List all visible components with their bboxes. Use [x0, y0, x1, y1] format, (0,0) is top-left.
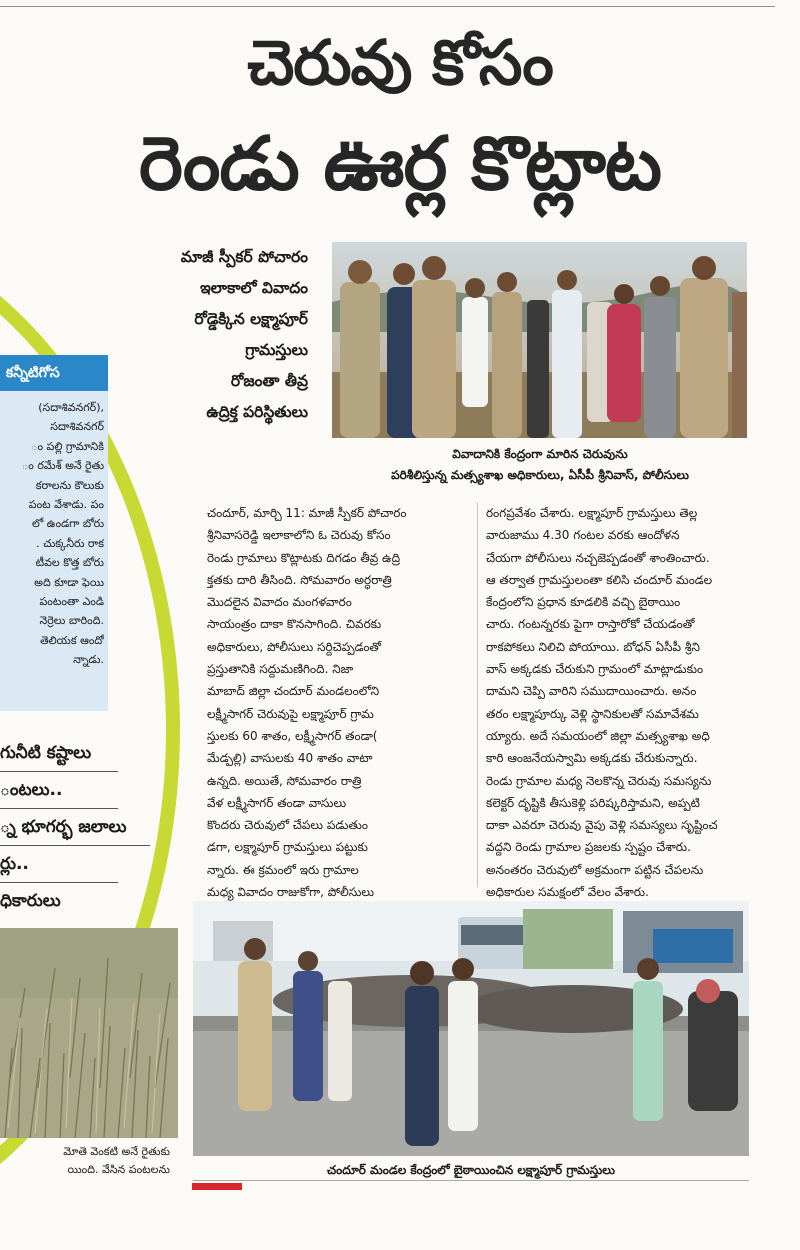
sidebar-line: కరాలను కౌలుకు	[35, 478, 104, 492]
article-line: మేడ్పల్లి) వాసులకు 40 శాతం వాటా	[207, 751, 373, 766]
article-line: డగా, లక్ష్మాపూర్ గ్రామస్తులు పట్టుకు	[207, 840, 368, 855]
left-subheads	[0, 735, 160, 919]
red-page-marker	[192, 1183, 242, 1190]
photo1-caption	[330, 444, 750, 486]
left-subhead: ్న భూగర్భ జలాలు	[0, 809, 150, 846]
sidebar-title: కన్నీటిగోస	[0, 355, 108, 391]
caption-rule	[193, 1180, 749, 1181]
article-line: చందూర్, మార్చి 11: మాజీ స్పీకర్ పోచారం	[207, 506, 407, 520]
article-line: మొదలైన వివాదం మంగళవారం	[207, 595, 352, 610]
left-caption-line: మోతె వెంకటి అనే రైతుకు	[63, 1145, 170, 1158]
sidebar-line: తెలియక ఆందో	[40, 633, 104, 647]
sidebar-line: న్నాడు.	[73, 653, 104, 667]
left-subhead: ధికారులు	[0, 891, 61, 911]
article-line: లక్ష్మీసాగర్ చెరువుపై లక్ష్మాపూర్ గ్రామ	[207, 706, 374, 721]
sidebar-line: . చుక్కనీరు రాక	[36, 536, 104, 550]
article-line: రెండు గ్రామాల మధ్య నెలకొన్న చెరువు సమస్యను	[486, 773, 712, 788]
officials-at-lake-photo	[332, 242, 747, 438]
photo1-caption-line: పరిశీలిస్తున్న మత్స్యశాఖ అధికారులు, ఏసీపీ శ్రీనివాస్, పోలీసులు	[391, 468, 689, 482]
article-column-2	[486, 502, 748, 903]
left-photo-caption	[0, 1143, 170, 1179]
deck-line: ఉద్రిక్త పరిస్థితులు	[206, 403, 308, 421]
article-line: రెండు గ్రామాలు కొట్లాటకు దిగడం తీవ్ర ఉద్రి	[207, 550, 401, 565]
article-line: ఉన్నది. అయితే, సోమవారం రాత్రి	[207, 773, 362, 788]
column-divider	[477, 502, 478, 887]
article-line: వారుజాము 4.30 గంటల వరకు ఆందోళన	[486, 528, 680, 543]
deck-line: రోజంతా తీవ్ర	[230, 372, 308, 390]
article-line: కారి ఆంజనేయస్వామి అక్కడకు చేరుకున్నారు.	[486, 751, 698, 766]
deck-line: రోడ్డెక్కిన లక్ష్మాపూర్	[194, 310, 308, 328]
article-line: రంగప్రవేశం చేశారు. లక్ష్మాపూర్ గ్రామస్తులు తెల్ల	[486, 506, 698, 520]
road-protest-photo	[193, 901, 749, 1156]
article-line: క్తతకు దారి తీసింది. సోమవారం అర్ధరాత్రి	[207, 572, 392, 587]
headline-line-2: రెండు ఊర్ల కొట్లాట	[138, 121, 662, 207]
article-line: దామని చెప్పి వారిని సముదాయించారు. అనం	[486, 684, 697, 699]
article-line: దాకా ఎవరూ చెరువు వైపు వెళ్లి సమస్యలు సృష్టించ	[486, 818, 718, 833]
sidebar-line: సదాశివనగర్	[50, 420, 104, 434]
article-line: అనంతరం చెరువులో అక్రమంగా పట్టిన చేపలను	[486, 862, 704, 877]
article-line: మాబాద్ జిల్లా చందూర్ మండలంలోని	[207, 684, 380, 699]
article-line: కొందరు చెరువులో చేపలు పడుతుం	[207, 818, 368, 833]
article-line: వేళ లక్ష్మీసాగర్ తండా వాసులు	[207, 795, 347, 810]
article-line: మధ్య వివాదం రాజుకోగా, పోలీసులు	[207, 885, 375, 900]
sidebar-line: లో ఉండగా బోరు	[31, 517, 104, 531]
article-line: రాకపోకలు నిలిచి పోయాయి. బోధన్ ఏసీపీ శ్రీని	[486, 639, 700, 654]
article-line: స్తులకు 60 శాతం, లక్ష్మీసాగర్ తండా(	[207, 728, 378, 743]
article-line: చేయగా పోలీసులు నచ్చజెప్పడంతో శాంతించారు.	[486, 550, 710, 565]
sidebar-line: ం పల్లి గ్రామానికి	[31, 439, 104, 453]
deck-line: మాజీ స్పీకర్ పోచారం	[180, 248, 308, 266]
article-line: వద్దని రెండు గ్రామాల ప్రజలకు స్పష్టం చేశారు.	[486, 840, 691, 855]
dry-field-photo	[0, 928, 178, 1138]
sidebar-line: అది కూడా ఫెయి	[34, 575, 104, 589]
article-line: చారు. గంటన్నరకు పైగా రాస్తారోకో చేయడంతో	[486, 617, 695, 632]
left-subhead: ంటలు..	[0, 772, 118, 809]
sidebar-line: పంట వేశాడు. పం	[28, 498, 104, 512]
sidebar-line: నెర్రెలు బారింది.	[39, 614, 104, 628]
article-line: య్యారు. అదే సమయంలో జిల్లా మత్స్యశాఖ అధి	[486, 728, 710, 743]
left-caption-line: యింది. వేసిన పంటలను	[67, 1163, 170, 1176]
deck-line: ఇలాకాలో వివాదం	[200, 279, 308, 297]
photo2-caption: చందూర్ మండల కేంద్రంలో బైఠాయించిన లక్ష్మాపూర్ గ్రామస్తులు	[327, 1163, 615, 1177]
sidebar-line: (సదాశివనగర్),	[38, 401, 104, 414]
article-line: సాయంత్రం దాకా కొనసాగింది. చివరకు	[207, 617, 382, 632]
article-line: శ్రీనివాసరెడ్డి ఇలాకాలోని ఓ చెరువు కోసం	[207, 528, 391, 543]
article-line: కలెక్టర్ దృష్టికి తీసుకెళ్లి పరిష్కరిస్తామని, అప్పటి	[486, 795, 700, 810]
article-line: ప్రస్తుతానికి సద్దుమణిగింది. నిజా	[207, 662, 354, 677]
left-subhead: గునీటి కష్టాలు	[0, 735, 118, 772]
sidebar-text	[0, 398, 104, 670]
article-line: న్నారు. ఈ క్రమంలో ఇరు గ్రామాల	[207, 862, 359, 877]
article-column-1	[207, 502, 467, 903]
article-line: తరం లక్ష్మాపూర్కు వెళ్లి స్థానికులతో సమావేశమ	[486, 706, 699, 721]
article-line: అధికారుల సమక్షంలో వేలం వేశారు.	[486, 885, 649, 900]
sidebar-line: టీవల కొత్త బోరు	[35, 556, 104, 570]
top-rule	[0, 6, 775, 7]
deck-summary	[130, 242, 308, 428]
deck-line: గ్రామస్తులు	[245, 341, 308, 359]
headline-line-1: చెరువు కోసం	[247, 26, 553, 99]
left-subhead: ర్లు..	[0, 846, 118, 883]
sidebar-line: పంటంతా ఎండి	[39, 595, 104, 609]
sidebar-line: ం రమేశ్ అనే రైతు	[21, 459, 104, 473]
article-line: కేంద్రంలోని ప్రధాన కూడలికి వచ్చి బైఠాయిం	[486, 595, 681, 610]
article-line: వాస్ అక్కడకు చేరుకుని గ్రామంలో మాట్లాడుకుం	[486, 662, 704, 677]
article-line: అధికారులు, పోలీసులు సర్దిచెప్పడంతో	[207, 639, 382, 654]
photo1-caption-line: వివాదానికి కేంద్రంగా మారిన చెరువును	[452, 447, 628, 461]
article-line: ఆ తర్వాత గ్రామస్తులంతా కలిసి చందూర్ మండల	[486, 572, 713, 587]
